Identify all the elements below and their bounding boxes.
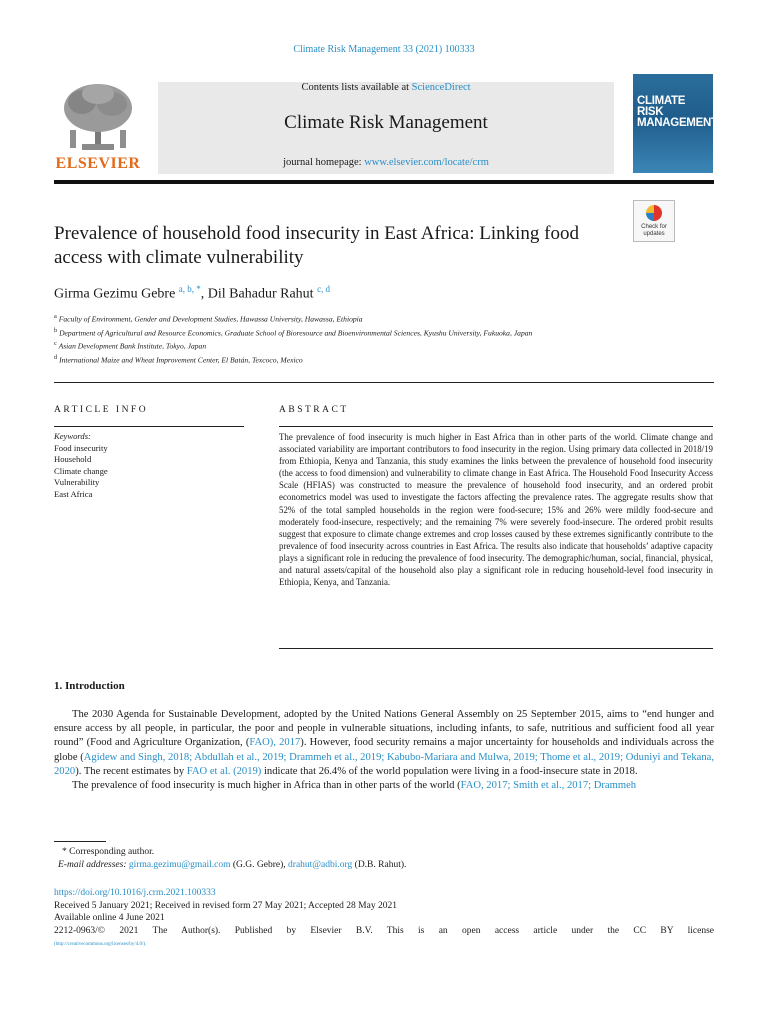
email-label: E-mail addresses: xyxy=(58,860,129,870)
contents-line xyxy=(158,82,614,93)
email-line: E-mail addresses: girma.gezimu@gmail.com (G.G. Gebre), drahut@adbi.org (D.B. Rahut). xyxy=(58,860,407,870)
affiliation-list xyxy=(54,311,664,365)
keyword: East Africa xyxy=(54,488,93,499)
journal-title: Climate Risk Management xyxy=(284,112,488,133)
affiliation-item: $^d$ International Maize and Wheat Improvement Center, El Batán, Texcoco, Mexico xyxy=(54,353,303,365)
doi-link[interactable]: https://doi.org/10.1016/j.crm.2021.100333 xyxy=(54,888,216,898)
citation-link[interactable]: FAO et al. (2019) xyxy=(186,765,262,777)
affiliation-item: $^a$ Faculty of Environment, Gender and Development Studies, Hawassa University, Hawassa, Ethiopia xyxy=(54,313,363,324)
publication-meta xyxy=(54,887,714,952)
affiliation-item: $^c$ Asian Development Bank Institute, Tokyo, Japan xyxy=(54,340,207,351)
author-name: Dil Bahadur Rahut xyxy=(207,286,314,302)
abstract-heading: ABSTRACT xyxy=(279,405,349,415)
email-link[interactable]: girma.gezimu@gmail.com xyxy=(128,860,231,870)
article-title: Prevalence of household food insecurity in East Africa: Linking food access with climate vulnerability xyxy=(54,223,580,268)
homepage-link[interactable]: www.elsevier.com/locate/crm xyxy=(364,157,489,168)
paragraph: The 2030 Agenda for Sustainable Development, adopted by the United Nations General Assembly on 25 September 2015, aims to “end hunger and ensure access by all people, in particular, the poor and people in vulnerable situations, including infants, to safe, nutritious and sufficient food all year round” (Food and Agriculture Organization, (FAO), 2017). However, food security remains a major uncertainty for households and individuals across the globe (Agidew and Singh, 2018; Abdullah et al., 2019; Drammeh et al., 2019; Kabubo-Mariara and Mulwa, 2019; Thome et al., 2019; Oduniyi and Tekana, 2020). The recent estimates by FAO et al. (2019) indicate that 26.4% of the world population were living in a food-insecure state in 2018. xyxy=(54,709,714,777)
author-affiliation-marks[interactable]: c, d xyxy=(317,284,331,294)
article-info-heading: ARTICLE INFO xyxy=(54,405,149,415)
header-divider xyxy=(54,180,714,184)
citation-link[interactable]: Agidew and Singh, 2018; Abdullah et al., 2019; Drammeh et al., 2019; Kabubo-Mariara and Mulwa, 2019; Thome et al., 2019; Oduniyi and Tekana, 2020 xyxy=(54,751,714,777)
paragraph: The prevalence of food insecurity is much higher in Africa than in other parts of the world (FAO, 2017; Smith et al., 2017; Drammeh xyxy=(72,780,637,792)
abstract-text: The prevalence of food insecurity is much higher in East Africa than in other parts of the world. Climate change and associated variability are important contributors to food insecurity in the region. Using primary data collected in 2018/19 from Ethiopia, Kenya and Tanzania, this study examines the links between the prevalence of household food insecurity (the access to food dimension) and vulnerability to climate change in East Africa. The Household Food Insecurity Access Scale (HFIAS) was constructed to measure the prevalence of household food insecurity, and an ordered probit econometrics model was used to investigate the factors affecting the prevalence rates. The aggregate results show that 52% of the total sampled households in the region were food-secure; 15% and 26% were mildly food-secure and moderately food-insecure, respectively; and the remaining 7% were severely food-insecure. The ordered probit results suggest that exposure to climate change extremes and crop losses caused by these extremes significantly contribute to the prevalence of food insecurity across countries in East Africa. The results also indicate that households’ adaptive capacity plays a significant role in reducing the prevalence of food insecurity. The demographic/human, social, financial, physical, and natural assets/capital of the household also play a significant role in reducing household-level food insecurity in Ethiopia, Kenya, and Tanzania. xyxy=(279,432,713,588)
article-info-rule xyxy=(54,426,244,427)
keyword: Vulnerability xyxy=(54,477,100,487)
contents-prefix: Contents lists available at xyxy=(301,82,412,93)
author-separator: , xyxy=(200,286,208,302)
homepage-prefix: journal homepage: xyxy=(283,157,365,168)
check-updates-label: Check for updates xyxy=(641,224,667,237)
footnote xyxy=(54,846,406,872)
author-list xyxy=(54,284,330,303)
homepage-line xyxy=(158,157,614,168)
corresponding-author-note: * Corresponding author. xyxy=(62,847,155,857)
received-dates: Received 5 January 2021; Received in revised form 27 May 2021; Accepted 28 May 2021 xyxy=(54,900,397,911)
abstract-rule xyxy=(279,426,713,427)
section-divider xyxy=(54,382,714,383)
available-date: Available online 4 June 2021 xyxy=(54,913,165,923)
check-for-updates-button[interactable] xyxy=(633,200,675,242)
license-url-link[interactable]: (http://creativecommons.org/licenses/by/4.0/). xyxy=(54,942,147,947)
author-affiliation-marks[interactable]: a, b, * xyxy=(178,284,201,294)
keywords-label: Keywords: xyxy=(54,431,91,441)
footnote-rule xyxy=(54,841,106,842)
introduction-body xyxy=(54,708,714,793)
abstract-bottom-rule xyxy=(279,648,713,649)
sciencedirect-link[interactable]: ScienceDirect xyxy=(411,82,471,93)
section-heading-introduction: 1. Introduction xyxy=(54,680,125,692)
elsevier-wordmark: ELSEVIER xyxy=(55,155,141,172)
journal-citation[interactable]: Climate Risk Management 33 (2021) 100333 xyxy=(293,44,475,55)
author-name: Girma Gezimu Gebre xyxy=(54,286,176,302)
keyword: Climate change xyxy=(54,465,108,476)
affiliation-item: $^b$ Department of Agricultural and Resource Economics, Graduate School of Bioresource and Bioenvironmental Sciences, Kyushu University, Fukuoka, Japan xyxy=(54,326,533,338)
citation-link[interactable]: FAO), 2017 xyxy=(249,737,301,749)
keyword: Household xyxy=(54,454,92,464)
journal-cover-image[interactable] xyxy=(633,74,718,173)
keyword-list xyxy=(54,431,108,500)
email-link[interactable]: drahut@adbi.org xyxy=(288,860,353,870)
license-text: 2212-0963/© 2021 The Author(s). Published by Elsevier B.V. This is an open access article under the CC BY license xyxy=(54,925,714,936)
keyword: Food insecurity xyxy=(54,442,108,453)
check-updates-icon xyxy=(646,205,662,221)
citation-link[interactable]: FAO, 2017; Smith et al., 2017; Drammeh xyxy=(460,780,637,792)
cover-title: CLIMATE RISK MANAGEMENT xyxy=(637,95,718,129)
